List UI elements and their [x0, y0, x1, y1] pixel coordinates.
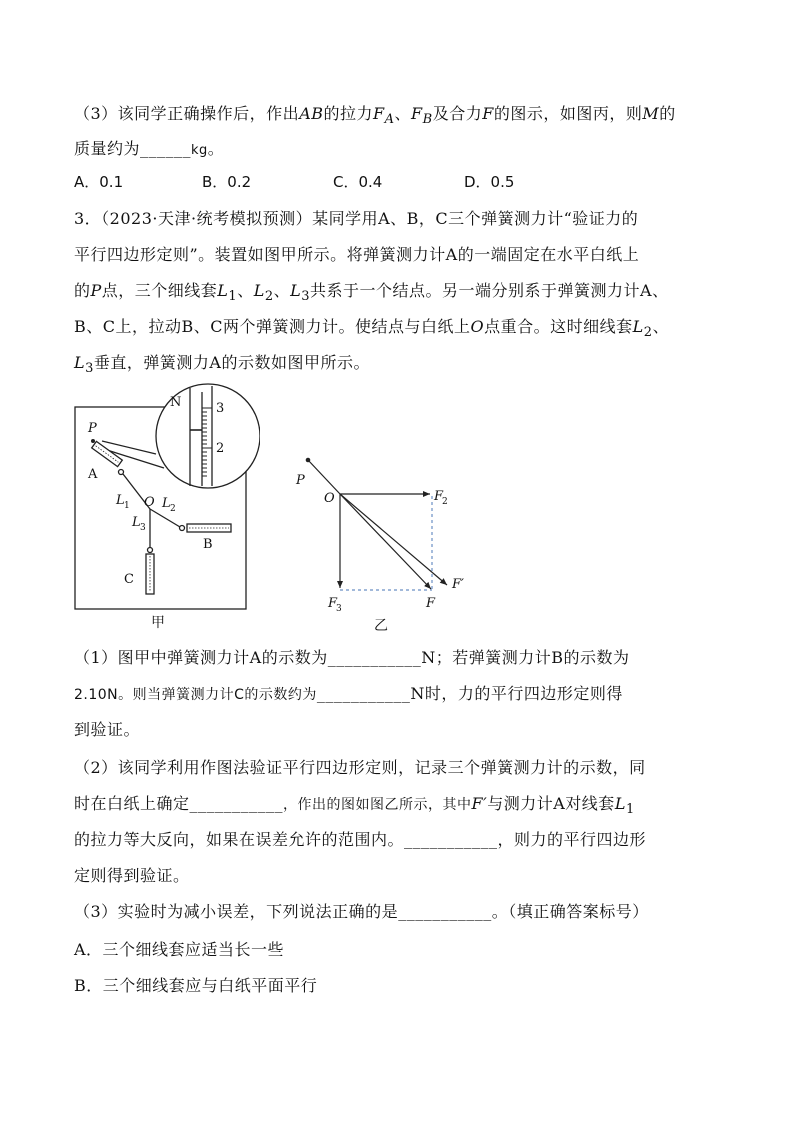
answer-blank-1[interactable]: ___________ [327, 648, 422, 667]
label-l3: L [132, 515, 141, 530]
label-f2-sub: 2 [442, 497, 448, 507]
sub1-line3: 到验证。 [74, 720, 141, 739]
label-o: O [324, 491, 335, 506]
vector-f [340, 494, 431, 589]
scale-mark-3: 3 [216, 401, 225, 416]
point-p [306, 458, 311, 463]
q3-line1: 3．（2023·天津·统考模拟预测）某同学用A、B，C三个弹簧测力计“验证力的 [74, 209, 639, 228]
line-p-o [308, 460, 340, 494]
answer-blank-4[interactable]: ___________ [404, 830, 498, 849]
q3-line3: 的P点，三个细线套$L_1$、$L_2$、$L_3$共系于一个结点。另一端分别系于弹簧测力计A、 [74, 281, 669, 305]
figure-yi [290, 450, 490, 640]
option-b: B．0.2 [202, 173, 252, 191]
sub1-line1: （1）图甲中弹簧测力计A的示数为___________N；若弹簧测力计B的示数为 [74, 648, 630, 667]
q3-line5: $L_3$垂直，弹簧测力A的示数如图甲所示。 [74, 353, 370, 377]
option-a: A．0.1 [74, 173, 124, 191]
point-p [91, 439, 95, 443]
label-f3: F [328, 596, 338, 611]
option-c: C．0.4 [333, 173, 383, 191]
label-p: P [88, 421, 97, 436]
label-b: B [203, 537, 213, 552]
label-c: C [124, 572, 134, 587]
answer-blank-2[interactable]: ___________ [316, 684, 411, 703]
caption-yi: 乙 [374, 618, 388, 634]
scale-mark-2: 2 [216, 441, 225, 456]
vector-f-prime [340, 494, 447, 585]
answer-blank-5[interactable]: ___________ [398, 902, 492, 921]
q3-line4: B、C上，拉动B、C两个弹簧测力计。使结点与白纸上O点重合。这时细线套$L_2$、 [74, 317, 670, 341]
sub2-line2: 时在白纸上确定___________，作出的图如图乙所示，其中F′与测力计A对线套$L_1$ [74, 794, 635, 818]
sub2-line4: 定则得到验证。 [74, 866, 190, 885]
sub1-line2: 2.10N。则当弹簧测力计C的示数约为___________N时，力的平行四边形定则得 [74, 684, 623, 703]
prev-q3-line1: （3）该同学正确操作后，作出AB的拉力$F_A$、$F_B$及合力F的图示，如图丙，则M的 [74, 104, 676, 128]
prev-q3-line2: 质量约为______kg。 [74, 139, 225, 158]
sub2-line1: （2）该同学利用作图法验证平行四边形定则，记录三个弹簧测力计的示数，同 [74, 758, 646, 777]
caption-jia: 甲 [151, 615, 165, 631]
scale-unit-label: N [170, 395, 182, 410]
label-f-prime: F′ [452, 577, 464, 592]
sub3-option-a: A．三个细线套应适当长一些 [74, 940, 285, 959]
answer-blank[interactable]: ______ [140, 139, 192, 158]
label-f: F [426, 596, 436, 611]
label-l2-sub: 2 [170, 504, 176, 514]
label-l1-sub: 1 [124, 501, 130, 511]
spring-scale-b [187, 524, 231, 532]
answer-blank-3[interactable]: ___________ [189, 794, 284, 813]
sub3-option-b: B．三个细线套应与白纸平面平行 [74, 976, 318, 995]
figure-jia [60, 378, 260, 638]
label-l2: L [162, 496, 171, 511]
sub2-line3: 的拉力等大反向，如果在误差允许的范围内。___________，则力的平行四边形 [74, 830, 647, 849]
label-p: P [296, 473, 305, 488]
label-l3-sub: 3 [140, 523, 146, 533]
sub3-line1: （3）实验时为减小误差，下列说法正确的是___________。（填正确答案标号） [74, 902, 649, 921]
label-f3-sub: 3 [336, 604, 342, 614]
label-a: A [88, 467, 98, 482]
label-l1: L [116, 493, 125, 508]
label-o: O [144, 495, 155, 510]
label-f2: F [434, 489, 444, 504]
option-d: D．0.5 [464, 173, 515, 191]
q3-line2: 平行四边形定则”。装置如图甲所示。将弹簧测力计A的一端固定在水平白纸上 [74, 245, 640, 264]
